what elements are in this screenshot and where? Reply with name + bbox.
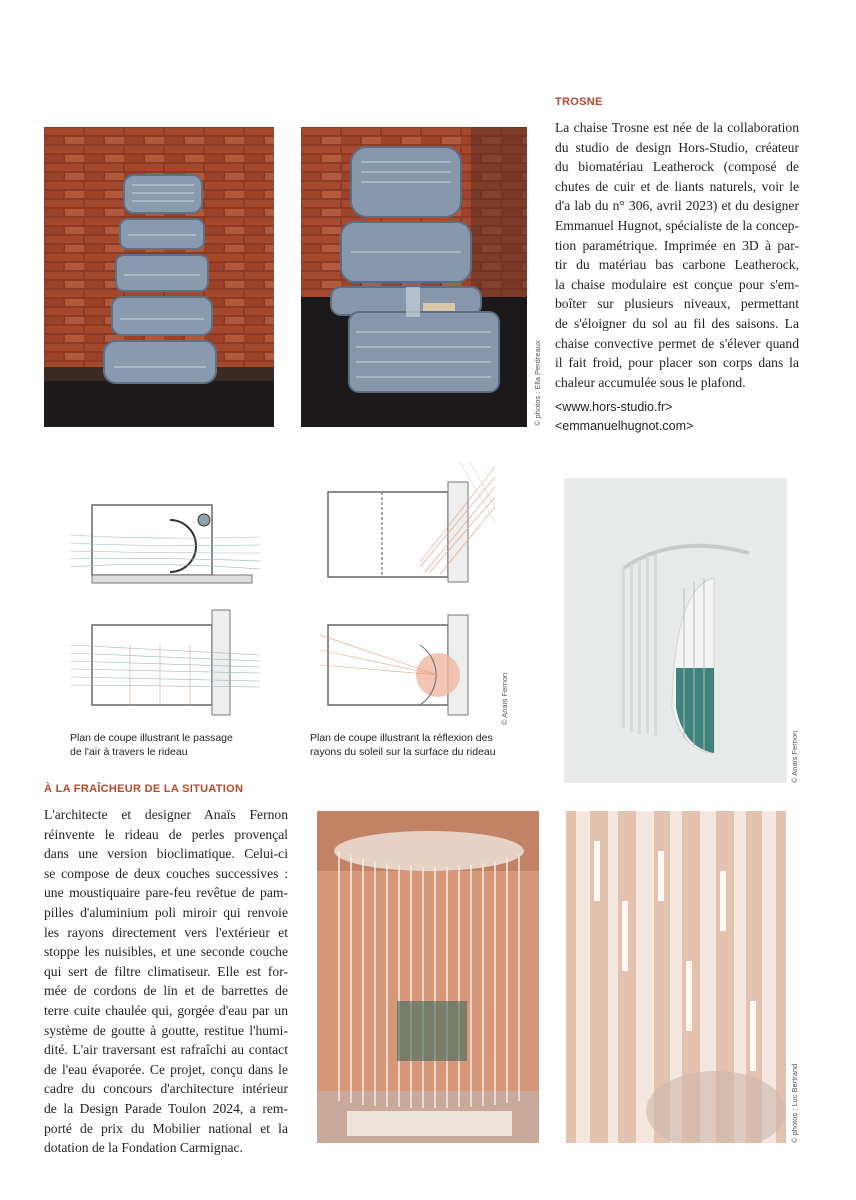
diagram-caption-left: Plan de coupe illustrant le passage de l'air à travers le rideau xyxy=(70,732,233,758)
paragraph-line: pilles d'aluminium poli miroir qui renvoie xyxy=(44,904,288,920)
trosne-photo-credit: © photos : Ella Perdreaux xyxy=(533,340,542,426)
paragraph-line: réinvente le rideau de perles provençal xyxy=(44,826,288,842)
paragraph-line: L'architecte et designer Anaïs Fernon xyxy=(44,807,288,822)
fraicheur-heading: À LA FRAÎCHEUR DE LA SITUATION xyxy=(44,783,244,795)
trosne-heading: TROSNE xyxy=(555,96,603,108)
paragraph-line: tion paramétrique. Imprimée en 3D à par- xyxy=(555,237,799,253)
trosne-paragraph xyxy=(555,118,799,392)
hors-studio-link[interactable]: <www.hors-studio.fr> xyxy=(555,400,673,414)
paragraph-line: les rayons directement vers l'extérieur et xyxy=(44,924,288,940)
diagram-credit: © Anaïs Fernon xyxy=(500,672,509,725)
paragraph-line: dité. L'air traversant est rafraîchi au contact xyxy=(44,1042,288,1058)
paragraph-line: il fait froid, pour placer son corps dans la xyxy=(555,355,799,371)
paragraph-line: chutes de cuir et de liants naturels, voir le xyxy=(555,178,799,194)
curtain-render-image xyxy=(564,478,787,783)
paragraph-line: dans une version bioclimatique. Celui-ci xyxy=(44,846,288,862)
chair-table-photo xyxy=(301,127,527,427)
paragraph-line: d'a lab du n° 306, avril 2023) et du designer xyxy=(555,198,799,214)
diagram-caption-right: Plan de coupe illustrant la réflexion des rayons du soleil sur la surface du rideau xyxy=(310,732,496,758)
installation-photo xyxy=(317,811,539,1143)
paragraph-line: terre cuite chaulée qui, gorgée d'eau par un xyxy=(44,1002,288,1018)
airflow-section-diagram-top xyxy=(70,495,260,595)
airflow-section-diagram-bottom xyxy=(70,605,260,720)
paragraph-line: boîter sur plusieurs niveaux, permettant xyxy=(555,296,799,312)
paragraph-line: stoppe les nuisibles, et une seconde couche xyxy=(44,944,288,960)
chair-stacked-photo xyxy=(44,127,274,427)
emmanuel-hugnot-link[interactable]: <emmanuelhugnot.com> xyxy=(555,419,694,433)
paragraph-line: cadre du concours d'architecture intérieur xyxy=(44,1081,288,1097)
sun-reflection-section-diagram-bottom xyxy=(320,605,495,720)
paragraph-line: mée de cordons de lin et de barrettes de xyxy=(44,983,288,999)
sun-reflection-section-diagram-top xyxy=(320,462,495,592)
installation-photo-credit: © photos : Luc Bertrand xyxy=(790,1063,799,1143)
paragraph-line: dotation de la Fondation Carmignac. xyxy=(44,1140,243,1156)
paragraph-line: tir du matériau bas carbone Leatherock, xyxy=(555,257,799,273)
paragraph-line: du biomatériau Leatherock (composé de xyxy=(555,159,799,175)
paragraph-line: de l'eau évaporée. Ce projet, conçu dans le xyxy=(44,1061,288,1077)
paragraph-line: Emmanuel Hugnot, spécialiste de la concep- xyxy=(555,217,799,233)
paragraph-line: chaleur accumulée sous le plafond. xyxy=(555,374,746,390)
paragraph-line: La chaise Trosne est née de la collaboration xyxy=(555,120,799,135)
paragraph-line: qui sert de filtre climatiseur. Elle est for- xyxy=(44,963,288,979)
paragraph-line: de la Design Parade Toulon 2024, a rem- xyxy=(44,1100,288,1116)
fraicheur-paragraph xyxy=(44,805,288,1158)
render-credit: © Anaïs Fernon xyxy=(790,730,799,783)
paragraph-line: se compose de deux couches successives : xyxy=(44,865,288,881)
curtain-detail-photo xyxy=(566,811,786,1143)
paragraph-line: une moustiquaire pare-feu revêtue de pam- xyxy=(44,885,288,901)
paragraph-line: système de goutte à goutte, restitue l'humi- xyxy=(44,1022,288,1038)
paragraph-line: porté de prix du Mobilier national et la xyxy=(44,1120,288,1136)
paragraph-line: du studio de design Hors-Studio, créateur xyxy=(555,139,799,155)
paragraph-line: chaise convective permet de s'élever quand xyxy=(555,335,799,351)
paragraph-line: la chaise modulaire est conçue pour s'em- xyxy=(555,276,799,292)
paragraph-line: de s'éloigner du sol au fil des saisons. La xyxy=(555,315,799,331)
